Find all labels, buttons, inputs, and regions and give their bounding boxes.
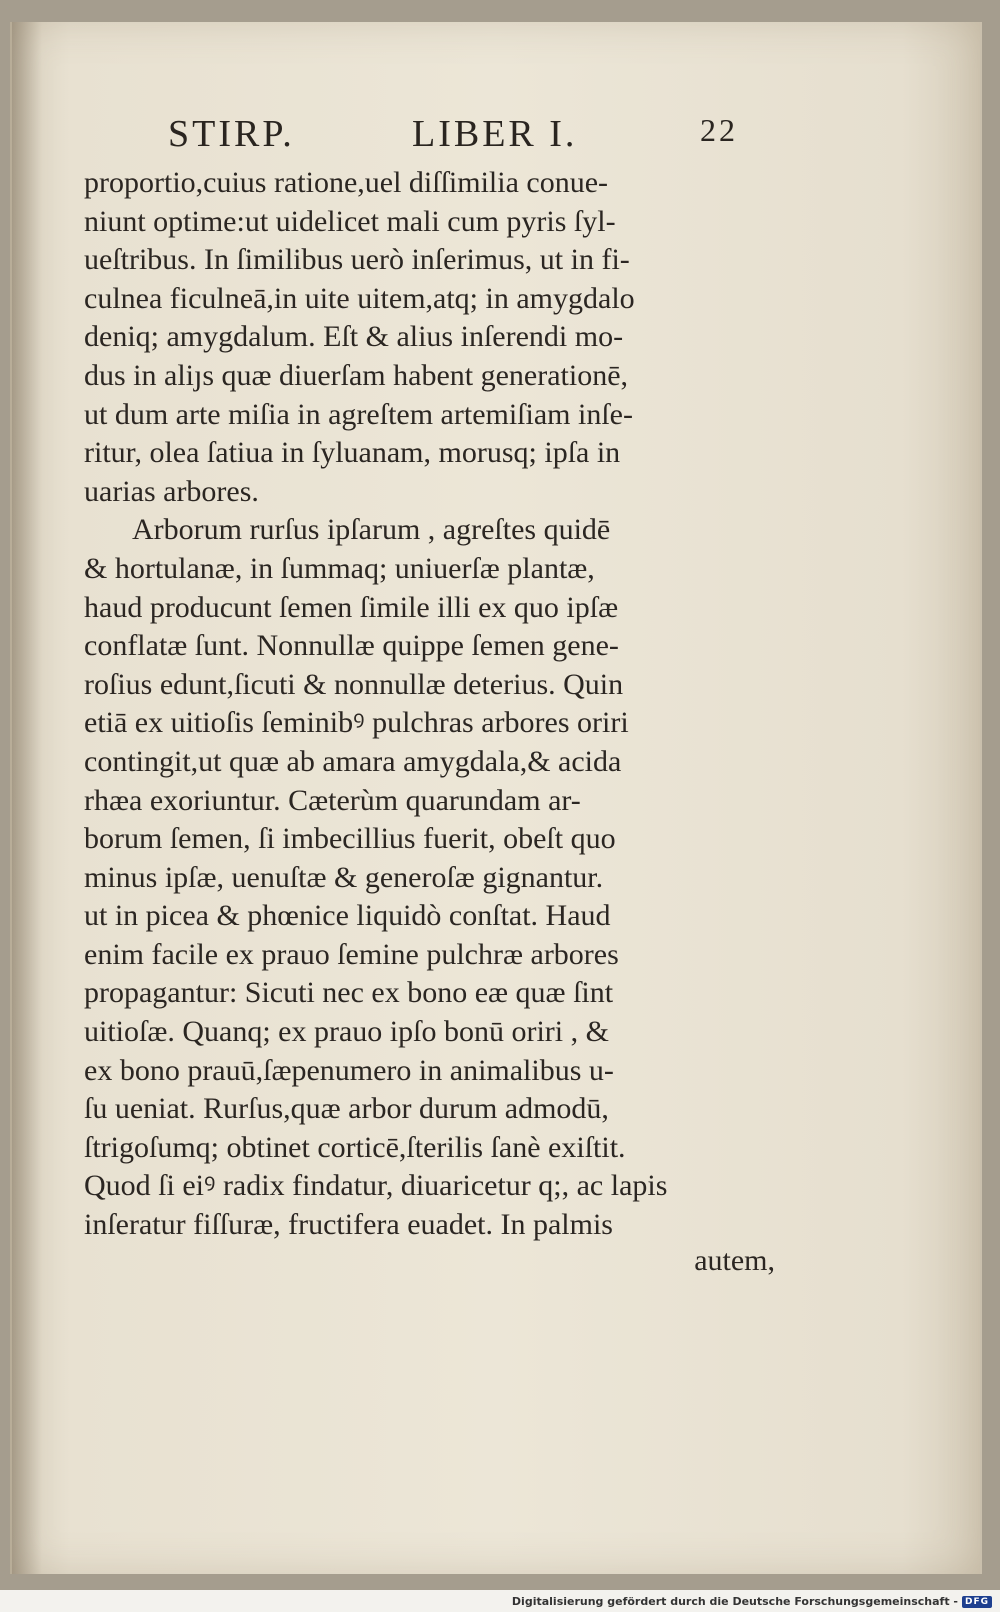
text-line: enim facile ex prauo ſemine pulchræ arbores bbox=[84, 937, 619, 971]
dfg-logo: DFG bbox=[962, 1596, 992, 1608]
text-line: ex bono prauū,ſæpenumero in animalibus u- bbox=[84, 1053, 614, 1087]
text-line: contingit,ut quæ ab amara amygdala,& acida bbox=[84, 744, 622, 778]
text-line: Quod ſi eiꝰ radix findatur, diuaricetur q;, ac lapis bbox=[84, 1169, 668, 1203]
text-line: deniq; amygdalum. Eſt & alius inſerendi mo- bbox=[84, 320, 624, 354]
catchword: autem, bbox=[694, 1244, 775, 1277]
text-line: conflatæ ſunt. Nonnullæ quippe ſemen gene- bbox=[84, 629, 619, 663]
text-line: inſeratur fiſſuræ, fructifera euadet. In palmis bbox=[84, 1208, 613, 1242]
text-line: ut in picea & phœnice liquidò conſtat. Haud bbox=[84, 899, 611, 933]
text-line: etiā ex uitioſis ſeminibꝰ pulchras arbores oriri bbox=[84, 706, 629, 740]
text-line: borum ſemen, ſi imbecillius fuerit, obeſt quo bbox=[84, 822, 616, 856]
text-line: niunt optime:ut uidelicet mali cum pyris ſyl- bbox=[84, 204, 616, 238]
digitization-credit bbox=[512, 1595, 992, 1608]
text-line: proportio,cuius ratione,uel diſſimilia conue- bbox=[84, 166, 609, 199]
text-line: haud producunt ſemen ſimile illi ex quo ipſæ bbox=[84, 590, 619, 624]
text-line: ritur, olea ſatiua in ſyluanam, morusq; ipſa in bbox=[84, 436, 621, 470]
paragraph-start-line: Arborum rurſus ipſarum , agreſtes quidē bbox=[132, 513, 611, 547]
text-line: uarias arbores. bbox=[84, 474, 259, 508]
credit-text: Digitalisierung gefördert durch die Deutsche Forschungsgemeinschaft - bbox=[511, 1595, 958, 1608]
body-text bbox=[84, 164, 774, 1245]
text-line: culnea ficulneā,in uite uitem,atq; in amygdalo bbox=[84, 281, 635, 315]
text-line: & hortulanæ, in ſummaq; uniuerſæ plantæ, bbox=[84, 551, 595, 585]
text-line: minus ipſæ, uenuſtæ & generoſæ gignantur. bbox=[84, 860, 604, 894]
text-line: ut dum arte miſia in agreſtem artemiſiam inſe- bbox=[84, 397, 633, 431]
running-header bbox=[160, 112, 780, 162]
header-center: LIBER I. bbox=[412, 113, 578, 155]
text-line: propagantur: Sicuti nec ex bono eæ quæ ſint bbox=[84, 976, 614, 1010]
text-line: uitioſæ. Quanq; ex prauo ipſo bonū oriri , & bbox=[84, 1015, 609, 1049]
text-line: ſtrigoſumq; obtinet corticē,ſterilis ſanè exiſtit. bbox=[84, 1130, 626, 1164]
text-line: rhæa exoriuntur. Cæterùm quarundam ar- bbox=[84, 783, 581, 817]
spine-shadow bbox=[12, 22, 42, 1574]
header-left: STIRP. bbox=[168, 113, 295, 155]
text-line: roſius edunt,ſicuti & nonnullæ deterius. Quin bbox=[84, 667, 624, 701]
text-line: dus in aliȷs quæ diuerſam habent generationē, bbox=[84, 358, 629, 392]
text-line: ſu ueniat. Rurſus,quæ arbor durum admodū, bbox=[84, 1092, 609, 1126]
page-number: 22 bbox=[700, 112, 738, 148]
text-line: ueſtribus. In ſimilibus uerò inſerimus, ut in fi- bbox=[84, 243, 630, 277]
